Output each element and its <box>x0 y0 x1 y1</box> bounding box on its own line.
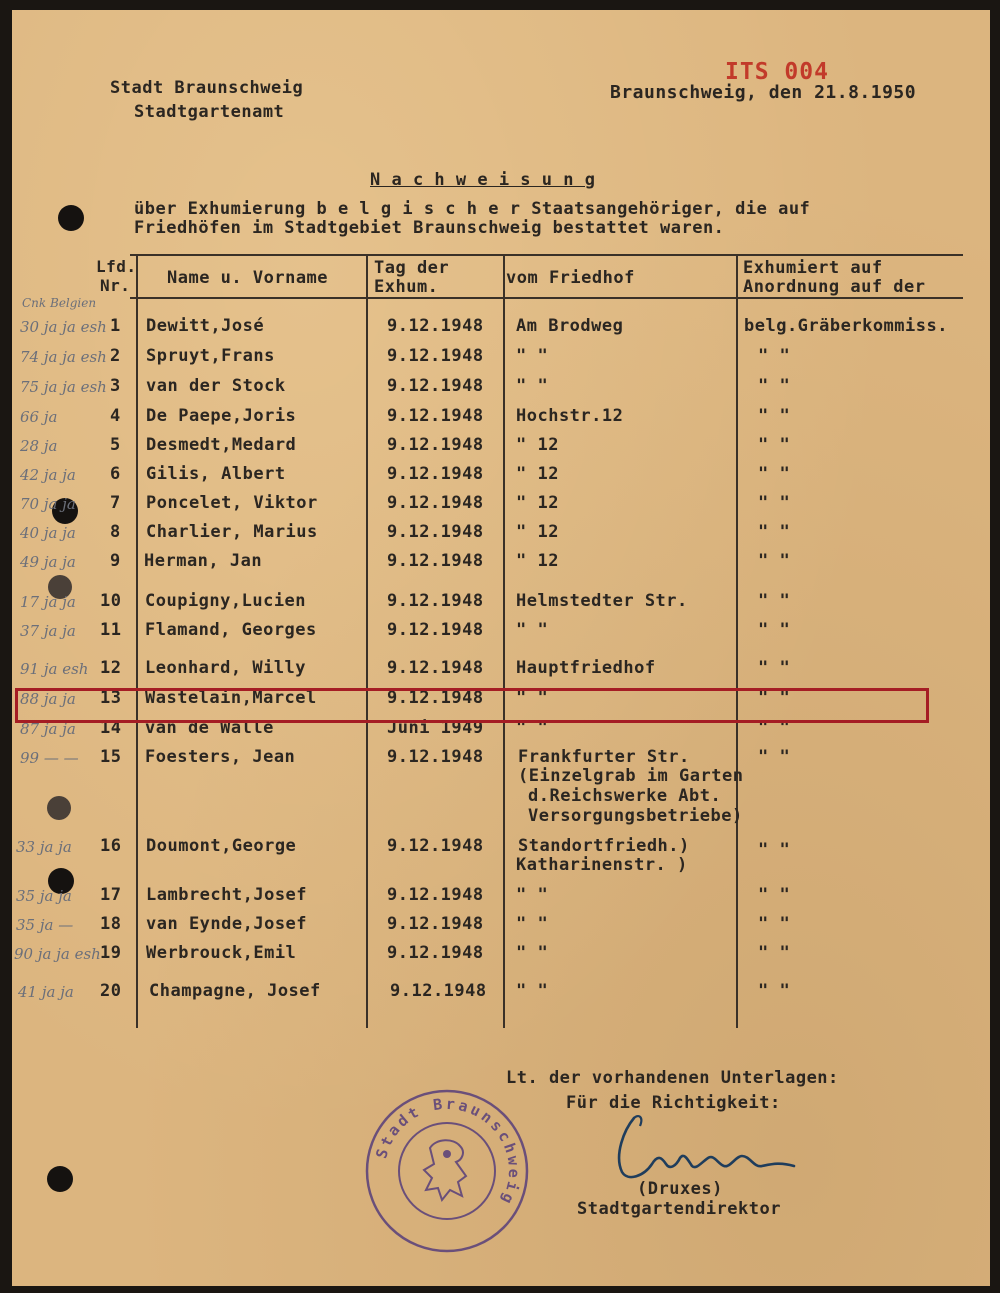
row-number: 11 <box>100 620 122 640</box>
row-name: Charlier, Marius <box>146 522 318 542</box>
handwritten-signature <box>604 1110 814 1190</box>
row-order: " " <box>758 406 791 426</box>
row-date: 9.12.1948 <box>387 914 484 934</box>
row-date: 9.12.1948 <box>387 688 484 708</box>
row-cemetery-note: Katharinenstr. ) <box>516 855 688 875</box>
pencil-note: 99 — — <box>20 749 79 767</box>
row-number: 8 <box>110 522 121 542</box>
row-name: Wastelain,Marcel <box>145 688 317 708</box>
pencil-note: 41 ja ja <box>18 983 74 1001</box>
row-cemetery: " " <box>516 346 549 366</box>
department-name: Stadtgartenamt <box>134 102 285 122</box>
row-name: Herman, Jan <box>144 551 263 571</box>
row-name: Doumont,George <box>146 836 297 856</box>
row-name: van Eynde,Josef <box>146 914 308 934</box>
row-cemetery-note: d.Reichswerke Abt. <box>528 786 722 806</box>
row-cemetery: " " <box>516 914 549 934</box>
row-name: van de Walle <box>145 718 274 738</box>
row-order: " " <box>758 840 791 860</box>
row-order: " " <box>758 522 791 542</box>
row-number: 12 <box>100 658 122 678</box>
row-order: " " <box>758 658 791 678</box>
row-number: 1 <box>110 316 121 336</box>
official-seal-stamp <box>362 1086 532 1256</box>
document-page <box>12 10 990 1286</box>
punch-hole-faint <box>47 796 71 820</box>
row-number: 5 <box>110 435 121 455</box>
header-nr-2: Nr. <box>100 276 131 295</box>
row-cemetery: Helmstedter Str. <box>516 591 688 611</box>
svg-text:Stadt Braunschweig: Stadt Braunschweig <box>372 1094 524 1210</box>
row-order: " " <box>758 981 791 1001</box>
row-cemetery: " 12 <box>516 464 559 484</box>
row-name: Lambrecht,Josef <box>146 885 308 905</box>
row-date: 9.12.1948 <box>387 493 484 513</box>
row-order: belg.Gräberkommiss. <box>744 316 948 336</box>
row-name: Foesters, Jean <box>145 747 296 767</box>
row-number: 17 <box>100 885 122 905</box>
row-number: 19 <box>100 943 122 963</box>
pencil-note: 42 ja ja <box>20 466 76 484</box>
row-number: 18 <box>100 914 122 934</box>
row-name: van der Stock <box>146 376 286 396</box>
punch-hole <box>58 205 84 231</box>
row-cemetery: " " <box>516 688 549 708</box>
pencil-note: 40 ja ja <box>20 524 76 542</box>
row-name: Dewitt,José <box>146 316 265 336</box>
row-number: 20 <box>100 981 122 1001</box>
row-date: 9.12.1948 <box>387 658 484 678</box>
row-order: " " <box>758 346 791 366</box>
column-divider <box>136 254 138 1028</box>
row-cemetery: " " <box>516 885 549 905</box>
row-cemetery-note: Versorgungsbetriebe) <box>528 806 743 826</box>
row-order: " " <box>758 464 791 484</box>
document-heading: N a c h w e i s u n g <box>370 170 596 190</box>
row-date: 9.12.1948 <box>387 376 484 396</box>
row-date: 9.12.1948 <box>387 620 484 640</box>
pencil-note: 70 ja ja <box>20 495 76 513</box>
row-name: Coupigny,Lucien <box>145 591 307 611</box>
row-order: " " <box>758 551 791 571</box>
pencil-note: 35 ja ja <box>16 887 72 905</box>
pencil-note: 75 ja ja esh <box>20 378 107 396</box>
pencil-note: 88 ja ja <box>20 690 76 708</box>
pencil-note: 37 ja ja <box>20 622 76 640</box>
row-order: " " <box>758 885 791 905</box>
pencil-note: 35 ja — <box>16 916 74 934</box>
row-cemetery: " 12 <box>516 522 559 542</box>
row-name: Flamand, Georges <box>145 620 317 640</box>
row-date: 9.12.1948 <box>387 346 484 366</box>
pencil-note: 49 ja ja <box>20 553 76 571</box>
pencil-note: 33 ja ja <box>16 838 72 856</box>
row-date: 9.12.1948 <box>387 435 484 455</box>
row-cemetery: " 12 <box>516 551 559 571</box>
row-number: 16 <box>100 836 122 856</box>
row-name: Spruyt,Frans <box>146 346 275 366</box>
pencil-note: 66 ja <box>20 408 58 426</box>
signer-name: (Druxes) <box>637 1179 723 1199</box>
row-cemetery: " " <box>516 376 549 396</box>
row-date: 9.12.1948 <box>387 522 484 542</box>
row-highlight-box <box>15 688 929 723</box>
row-cemetery: " " <box>516 620 549 640</box>
row-date: Juni 1949 <box>387 718 484 738</box>
pencil-note: 87 ja ja <box>20 720 76 738</box>
row-number: 3 <box>110 376 121 396</box>
pencil-note: 30 ja ja esh <box>20 318 107 336</box>
row-cemetery: Frankfurter Str. <box>518 747 690 767</box>
row-order: " " <box>758 747 791 767</box>
pencil-note: 91 ja esh <box>20 660 89 678</box>
header-order-1: Exhumiert auf <box>743 258 883 278</box>
pencil-note: 28 ja <box>20 437 58 455</box>
reference-code: ITS 004 <box>725 59 829 85</box>
row-cemetery: " " <box>516 943 549 963</box>
row-date: 9.12.1948 <box>390 981 487 1001</box>
row-name: Gilis, Albert <box>146 464 286 484</box>
row-date: 9.12.1948 <box>387 591 484 611</box>
row-order: " " <box>758 376 791 396</box>
row-order: " " <box>758 435 791 455</box>
row-name: Champagne, Josef <box>149 981 321 1001</box>
footer-note: Lt. der vorhandenen Unterlagen: <box>506 1068 839 1088</box>
row-order: " " <box>758 688 791 708</box>
row-order: " " <box>758 493 791 513</box>
row-cemetery: Standortfriedh.) <box>518 836 690 856</box>
row-cemetery: Hauptfriedhof <box>516 658 656 678</box>
pencil-note-header: Cnk Belgien <box>22 296 97 310</box>
row-cemetery: " " <box>516 718 549 738</box>
row-number: 7 <box>110 493 121 513</box>
row-order: " " <box>758 943 791 963</box>
header-order-2: Anordnung auf der <box>743 277 926 297</box>
row-date: 9.12.1948 <box>387 747 484 767</box>
row-order: " " <box>758 591 791 611</box>
header-date-1: Tag der <box>374 258 450 278</box>
row-date: 9.12.1948 <box>387 406 484 426</box>
row-date: 9.12.1948 <box>387 885 484 905</box>
pencil-note: 17 ja ja <box>20 593 76 611</box>
row-number: 9 <box>110 551 121 571</box>
row-date: 9.12.1948 <box>387 943 484 963</box>
row-date: 9.12.1948 <box>387 464 484 484</box>
table-header-rule <box>130 297 963 299</box>
subtitle-line-1: über Exhumierung b e l g i s c h e r Staatsangehöriger, die auf <box>134 199 811 219</box>
row-cemetery: Hochstr.12 <box>516 406 624 426</box>
row-date: 9.12.1948 <box>387 836 484 856</box>
row-name: Werbrouck,Emil <box>146 943 297 963</box>
column-divider <box>503 254 505 1028</box>
row-number: 15 <box>100 747 122 767</box>
pencil-note: 90 ja ja esh <box>14 945 101 963</box>
column-divider <box>736 254 738 1028</box>
table-top-rule <box>130 254 963 256</box>
row-date: 9.12.1948 <box>387 551 484 571</box>
pencil-note: 74 ja ja esh <box>20 348 107 366</box>
certification-text: Für die Richtigkeit: <box>566 1093 781 1113</box>
header-date-2: Exhum. <box>374 277 439 297</box>
row-order: " " <box>758 620 791 640</box>
authority-name: Stadt Braunschweig <box>110 78 304 98</box>
header-cemetery: vom Friedhof <box>506 268 635 288</box>
place-date: Braunschweig, den 21.8.1950 <box>610 82 917 103</box>
row-date: 9.12.1948 <box>387 316 484 336</box>
row-name: Poncelet, Viktor <box>146 493 318 513</box>
row-number: 4 <box>110 406 121 426</box>
row-cemetery: " " <box>516 981 549 1001</box>
header-nr-1: Lfd. <box>96 257 137 276</box>
subtitle-line-2: Friedhöfen im Stadtgebiet Braunschweig bestattet waren. <box>134 218 725 238</box>
row-order: " " <box>758 914 791 934</box>
row-cemetery: " 12 <box>516 493 559 513</box>
row-cemetery: " 12 <box>516 435 559 455</box>
punch-hole <box>47 1166 73 1192</box>
header-name: Name u. Vorname <box>167 268 329 288</box>
row-number: 2 <box>110 346 121 366</box>
row-name: Leonhard, Willy <box>145 658 307 678</box>
row-number: 6 <box>110 464 121 484</box>
row-order: " " <box>758 718 791 738</box>
row-number: 14 <box>100 718 122 738</box>
row-name: Desmedt,Medard <box>146 435 297 455</box>
row-number: 13 <box>100 688 122 708</box>
row-number: 10 <box>100 591 122 611</box>
row-name: De Paepe,Joris <box>146 406 297 426</box>
column-divider <box>366 254 368 1028</box>
signer-title: Stadtgartendirektor <box>577 1199 781 1219</box>
row-cemetery: Am Brodweg <box>516 316 624 336</box>
row-cemetery-note: (Einzelgrab im Garten <box>518 766 744 786</box>
